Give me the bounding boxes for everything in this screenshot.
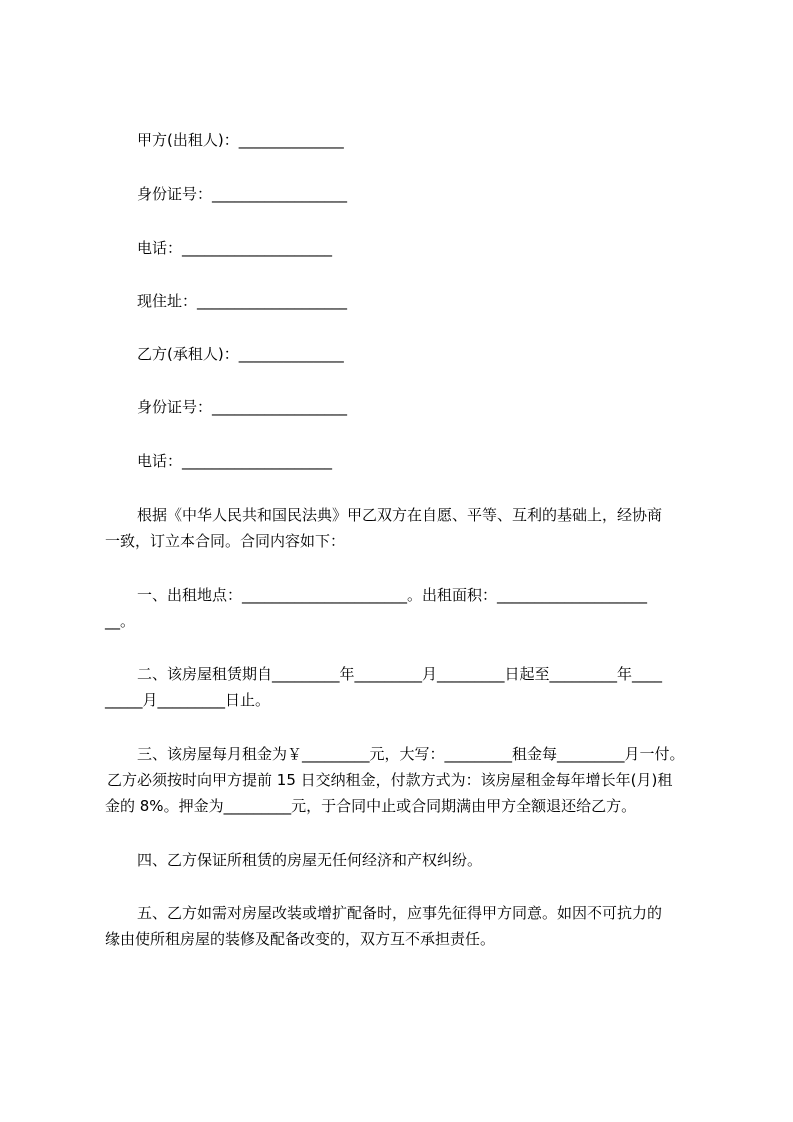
clause-3-line-2: 乙方必须按时向甲方提前 15 日交纳租金，付款方式为：该房屋租金每年增长年(月)租 [107, 771, 673, 789]
intro-line-1: 根据《中华人民共和国民法典》甲乙双方在自愿、平等、互利的基础上，经协商 [137, 506, 663, 524]
clause-5-line-1: 五、乙方如需对房屋改装或增扩配备时，应事先征得甲方同意。如因不可抗力的 [137, 904, 663, 922]
clause-1-line-1: 一、出租地点：______________________。出租面积：____________________ [137, 586, 648, 604]
lessee-phone-field: 电话：____________________ [137, 452, 333, 470]
clause-5-line-2: 缘由使所租房屋的装修及配备改变的，双方互不承担责任。 [105, 930, 496, 948]
lessee-field: 乙方(承租人)：______________ [137, 345, 344, 363]
clause-4: 四、乙方保证所租赁的房屋无任何经济和产权纠纷。 [137, 851, 483, 869]
clause-1-line-2: __。 [105, 612, 136, 630]
lessee-id-field: 身份证号：__________________ [137, 398, 348, 416]
lessor-phone-field: 电话：____________________ [137, 239, 333, 257]
clause-3-line-1: 三、该房屋每月租金为￥_________元，大写：_________租金每_________月一付。 [137, 745, 685, 763]
lessor-address-field: 现住址：____________________ [137, 292, 348, 310]
clause-3-line-3: 金的 8%。押金为_________元，于合同中止或合同期满由甲方全额退还给乙方。 [105, 797, 637, 815]
lessor-id-field: 身份证号：__________________ [137, 185, 348, 203]
clause-2-line-2: _____月_________日止。 [105, 691, 271, 709]
lessor-field: 甲方(出租人)：______________ [137, 131, 344, 149]
clause-2-line-1: 二、该房屋租赁期自_________年_________月_________日起至_________年____ [137, 665, 663, 683]
intro-line-2: 一致，订立本合同。合同内容如下： [105, 532, 346, 550]
